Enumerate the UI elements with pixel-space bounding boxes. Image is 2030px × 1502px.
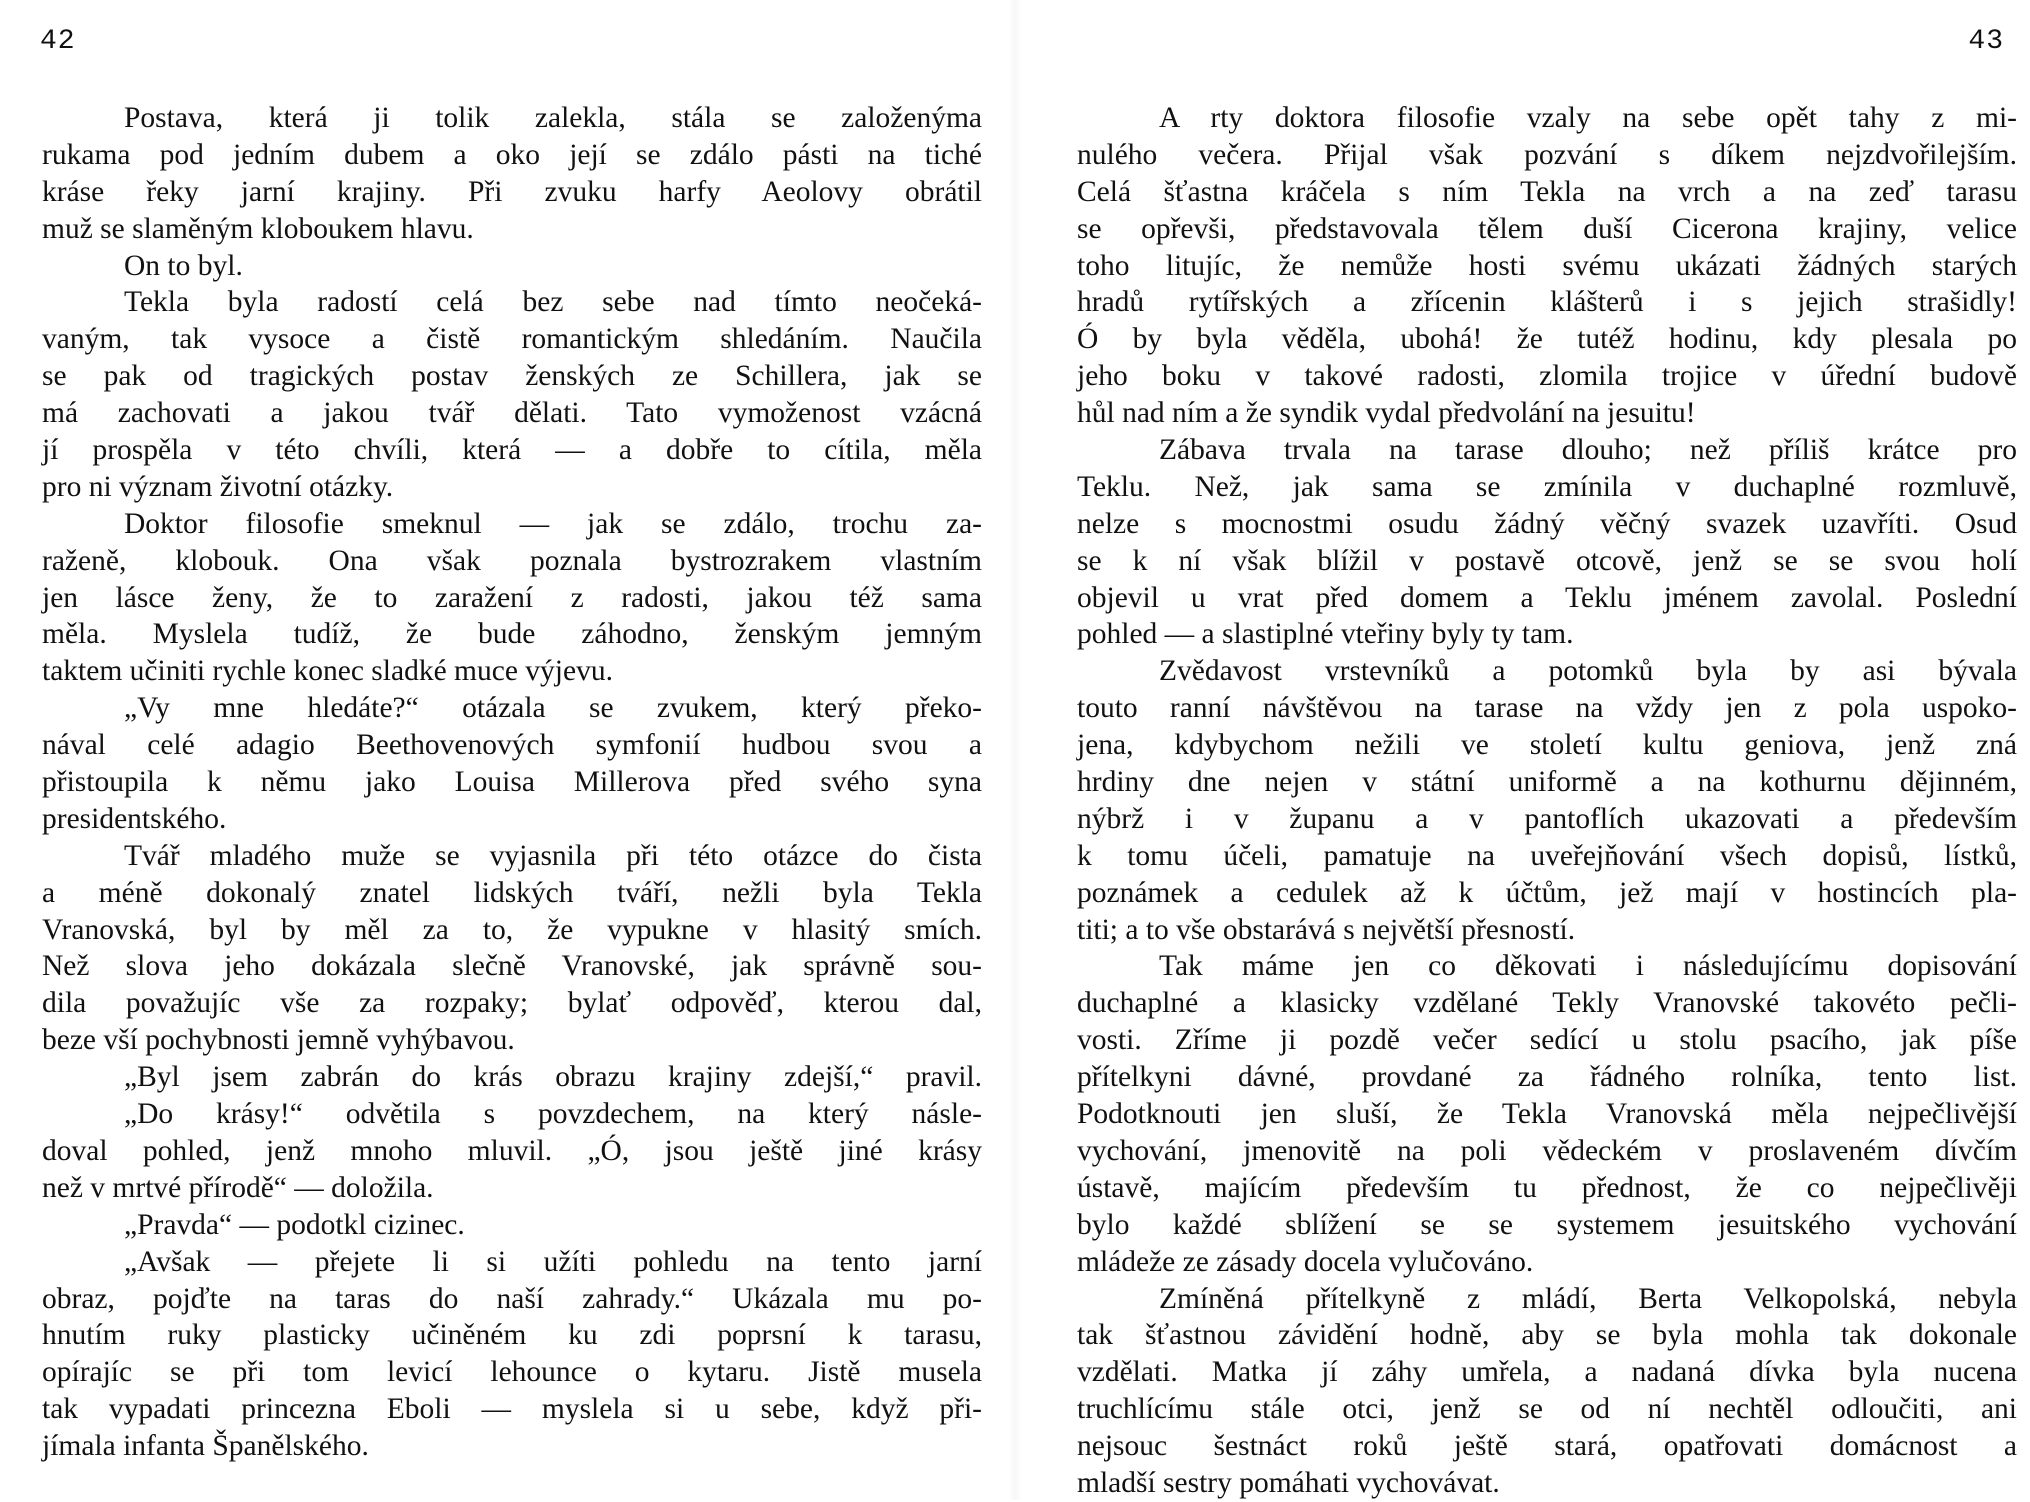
text-line: „Pravda“ — podotkl cizinec. [124,1208,465,1241]
text-line: beze vší pochybnosti jemně vyhýbavou. [42,1024,515,1057]
text-line: jí prospěla v této chvíli, která — a dobře to cítila, měla [42,434,982,467]
text-line: pro ni význam životní otázky. [42,470,394,503]
text-line: než v mrtvé přírodě“ — doložila. [42,1171,434,1204]
text-line: Tekla byla radostí celá bez sebe nad tímto neočeká- [124,286,982,319]
text-line: obraz, pojďte na taras do naší zahrady.“ Ukázala mu po- [42,1282,982,1315]
text-line: Ó by byla věděla, ubohá! že tutéž hodinu, kdy plesala po [1077,323,2017,356]
text-line: kráse řeky jarní krajiny. Při zvuku harfy Aeolovy obrátil [42,175,982,208]
text-line: presidentského. [42,802,227,835]
text-line: nelze s mocnostmi osudu žádný věčný svazek uzavříti. Osud [1077,507,2017,540]
text-line: nával celé adagio Beethovenových symfonií hudbou svou a [42,729,982,762]
text-line: poznámek a cedulek až k účtům, jež mají v hostincích pla- [1077,876,2017,909]
text-line: vaným, tak vysoce a čistě romantickým shledáním. Naučila [42,323,982,356]
text-line: taktem učiniti rychle konec sladké muce výjevu. [42,655,613,688]
text-line: se k ní však blížil v postavě otcově, jenž se se svou holí [1077,544,2017,577]
text-line: A rty doktora filosofie vzaly na sebe opět tahy z mi- [1159,102,2017,134]
text-line: hrdiny dne nejen v státní uniformě a na kothurnu dějinném, [1077,766,2017,799]
text-line: Zábava trvala na tarase dlouho; než příliš krátce pro [1159,434,2017,467]
right-text-column [1077,100,2017,1502]
text-line: nejsouc šestnáct roků ještě stará, opatřovati domácnost a [1077,1430,2017,1463]
text-line: rukama pod jedním dubem a oko její se zdálo pásti na tiché [42,138,982,171]
text-line: On to byl. [124,249,243,282]
text-line: vzdělati. Matka jí záhy umřela, a nadaná dívka byla nucena [1077,1356,2017,1389]
text-line: nulého večera. Přijal však pozvání s díkem nejzdvořilejším. [1077,138,2017,171]
text-line: vosti. Zříme ji pozdě večer sedící u stolu psacího, jak píše [1077,1024,2017,1057]
text-line: Podotknouti jen sluší, že Tekla Vranovská měla nejpečlivější [1077,1098,2017,1131]
text-line: a méně dokonalý znatel lidských tváří, nežli byla Tekla [42,876,982,909]
text-line: jena, kdybychom nežili ve století kultu geniova, jenž zná [1077,729,2017,762]
text-line: touto ranní návštěvou na tarase na vždy jen z pola uspoko- [1077,692,2017,725]
text-line: jeho boku v takové radosti, zlomila trojice v úřední budově [1077,360,2017,393]
text-line: opírajíc se při tom levicí lehounce o kytaru. Jistě musela [42,1356,982,1389]
text-line: titi; a to vše obstarává s největší přesností. [1077,913,1576,946]
text-line: doval pohled, jenž mnoho mluvil. „Ó, jsou ještě jiné krásy [42,1134,982,1167]
text-line: „Byl jsem zabrán do krás obrazu krajiny zdejší,“ pravil. [124,1061,982,1094]
text-line: Doktor filosofie smeknul — jak se zdálo, trochu za- [124,507,982,540]
text-line: hradů rytířských a zřícenin klášterů i s jejich strašidly! [1077,286,2017,319]
text-line: „Vy mne hledáte?“ otázala se zvukem, který překo- [124,692,982,725]
text-line: truchlícímu stále otci, jenž se od ní nechtěl odloučiti, ani [1077,1393,2017,1426]
page-number: 43 [1968,26,2004,57]
text-line: se pak od tragických postav ženských ze Schillera, jak se [42,360,982,393]
text-line: objevil u vrat před domem a Teklu jménem zavolal. Poslední [1077,581,2017,614]
text-line: k tomu účeli, pamatuje na uveřejňování všech dopisů, lístků, [1077,839,2017,872]
text-line: Postava, která ji tolik zalekla, stála se založenýma [124,102,982,134]
text-line: Než slova jeho dokázala slečně Vranovské, jak správně sou- [42,950,982,983]
text-line: tak šťastnou závidění hodně, aby se byla mohla tak dokonale [1077,1319,2017,1352]
text-line: vychování, jmenovitě na poli vědeckém v proslaveném dívčím [1077,1134,2017,1167]
text-line: Vranovská, byl by měl za to, že vypukne v hlasitý smích. [42,913,982,946]
text-line: Celá šťastna kráčela s ním Tekla na vrch a na zeď tarasu [1077,175,2017,208]
text-line: Tvář mladého muže se vyjasnila při této otázce do čista [124,839,982,872]
text-line: mládeže ze zásady docela vylučováno. [1077,1245,1534,1278]
text-line: Zvědavost vrstevníků a potomků byla by asi bývala [1159,655,2017,688]
text-line: pohled — a slastiplné vteřiny byly ty tam. [1077,618,1574,651]
left-text-column [42,100,982,1465]
text-line: tak vypadati princezna Eboli — myslela si u sebe, když při- [42,1393,982,1426]
left-page [0,0,1015,1500]
text-line: se opřevši, představovala tělem duší Cicerona krajiny, velice [1077,212,2017,245]
text-line: hnutím ruky plasticky učiněném ku zdi poprsní k tarasu, [42,1319,982,1352]
text-line: muž se slaměným kloboukem hlavu. [42,212,474,245]
text-line: hůl nad ním a že syndik vydal předvolání na jesuitu! [1077,397,1696,430]
text-line: raženě, klobouk. Ona však poznala bystrozrakem vlastním [42,544,982,577]
text-line: nýbrž i v županu a v pantoflích ukazovati a především [1077,802,2017,835]
text-line: jímala infanta Španělského. [42,1430,369,1463]
text-line: mladší sestry pomáhati vychovávat. [1077,1466,1500,1499]
text-line: toho litujíc, že nemůže hosti svému ukázati žádných starých [1077,249,2017,282]
text-line: Tak máme jen co děkovati i následujícímu dopisování [1159,950,2017,983]
text-line: ústavě, majícím především tu přednost, že co nejpečlivěji [1077,1171,2017,1204]
page-number: 42 [40,26,76,57]
text-line: dila považujíc vše za rozpaky; bylať odpověď, kterou dal, [42,987,982,1020]
text-line: přítelkyni dávné, provdané za řádného rolníka, tento list. [1077,1061,2017,1094]
text-line: má zachovati a jakou tvář dělati. Tato vymoženost vzácná [42,397,982,430]
text-line: duchaplné a klasicky vzdělané Tekly Vranovské takovéto pečli- [1077,987,2017,1020]
text-line: měla. Myslela tudíž, že bude záhodno, ženským jemným [42,618,982,651]
right-page [1015,0,2030,1500]
text-line: bylo každé sblížení se se systemem jesuitského vychování [1077,1208,2017,1241]
text-line: jen lásce ženy, že to zaražení z radosti, jakou též sama [42,581,982,614]
text-line: „Do krásy!“ odvětila s povzdechem, na který násle- [124,1098,982,1131]
text-line: Zmíněná přítelkyně z mládí, Berta Velkopolská, nebyla [1159,1282,2017,1315]
text-line: „Avšak — přejete li si užíti pohledu na tento jarní [124,1245,982,1278]
text-line: přistoupila k němu jako Louisa Millerova před svého syna [42,766,982,799]
text-line: Teklu. Než, jak sama se zmínila v duchaplné rozmluvě, [1077,470,2017,503]
